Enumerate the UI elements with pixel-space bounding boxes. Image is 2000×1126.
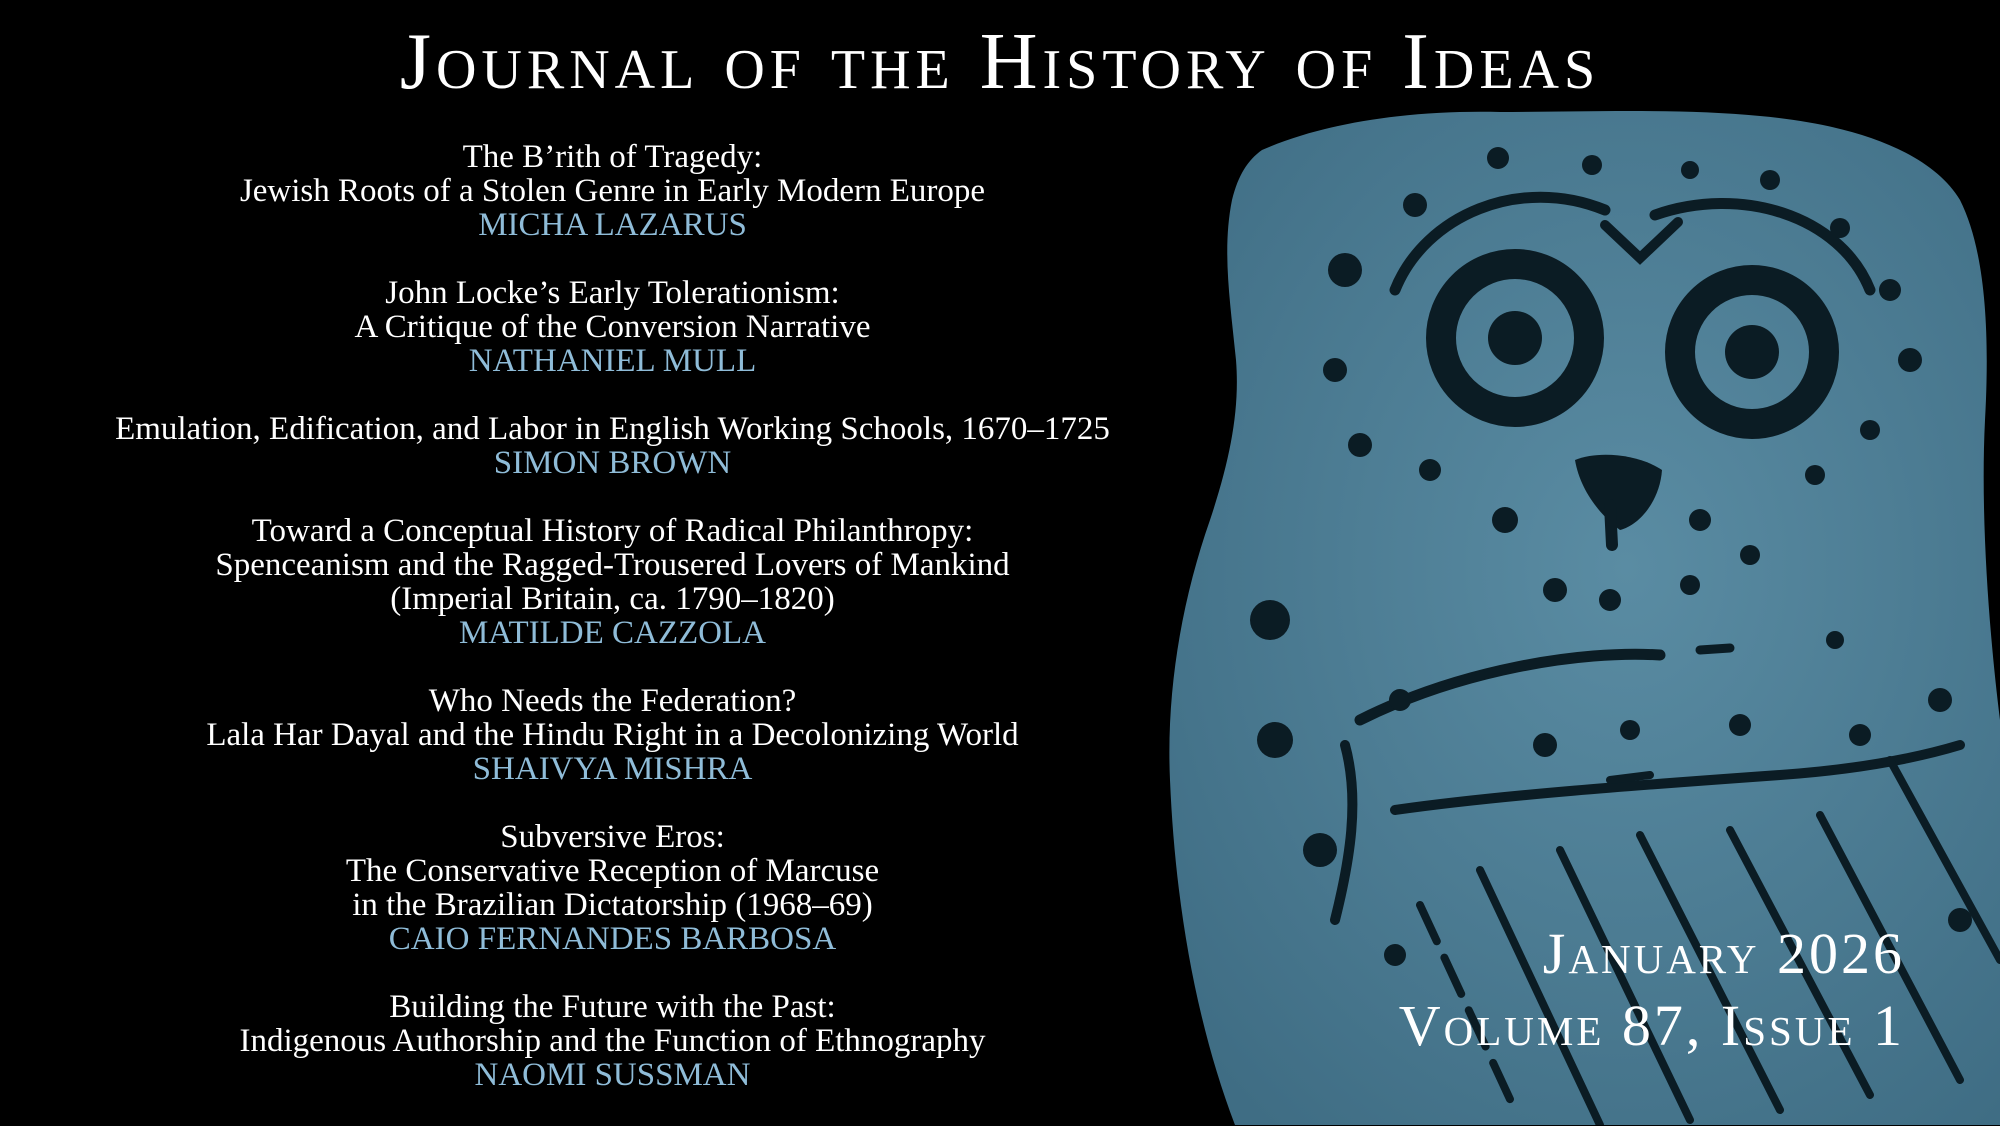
article-author: SHAIVYA MISHRA — [472, 751, 753, 787]
article-1 — [30, 140, 1195, 242]
article-title-line: Indigenous Authorship and the Function of Ethnography — [239, 1023, 986, 1059]
article-title-line: Lala Har Dayal and the Hindu Right in a Decolonizing World — [206, 717, 1019, 753]
issue-date: January 2026 — [1542, 921, 1905, 986]
article-title-line: in the Brazilian Dictatorship (1968–69) — [352, 887, 873, 923]
issue-info — [1399, 918, 1905, 1062]
article-author: MICHA LAZARUS — [478, 207, 747, 243]
article-title-line: Building the Future with the Past: — [389, 989, 836, 1025]
article-title-line: Who Needs the Federation? — [428, 683, 797, 719]
article-title-line: John Locke’s Early Tolerationism: — [385, 275, 840, 311]
article-title-line: (Imperial Britain, ca. 1790–1820) — [390, 581, 835, 617]
article-title-line: Spenceanism and the Ragged-Trousered Lovers of Mankind — [215, 547, 1010, 583]
article-author: CAIO FERNANDES BARBOSA — [388, 921, 837, 957]
article-author: SIMON BROWN — [493, 445, 732, 481]
article-title-line: Toward a Conceptual History of Radical Philanthropy: — [251, 513, 974, 549]
article-title-line: The B’rith of Tragedy: — [462, 139, 763, 175]
article-title-line: The Conservative Reception of Marcuse — [345, 853, 880, 889]
article-title-line: Jewish Roots of a Stolen Genre in Early Modern Europe — [239, 173, 986, 209]
article-title-line: Subversive Eros: — [500, 819, 725, 855]
article-title-line: Emulation, Edification, and Labor in English Working Schools, 1670–1725 — [115, 411, 1110, 447]
article-author: MATILDE CAZZOLA — [458, 615, 767, 651]
article-3 — [30, 412, 1195, 480]
article-2 — [30, 276, 1195, 378]
table-of-contents — [30, 140, 1195, 1126]
article-6 — [30, 820, 1195, 956]
article-title-line: A Critique of the Conversion Narrative — [354, 309, 871, 345]
article-7 — [30, 990, 1195, 1092]
journal-title: Journal of the History of Ideas — [399, 18, 1601, 106]
article-4 — [30, 514, 1195, 650]
article-5 — [30, 684, 1195, 786]
article-author: NATHANIEL MULL — [468, 343, 757, 379]
issue-volume: Volume 87, Issue 1 — [1398, 993, 1905, 1058]
article-author: NAOMI SUSSMAN — [474, 1057, 751, 1093]
